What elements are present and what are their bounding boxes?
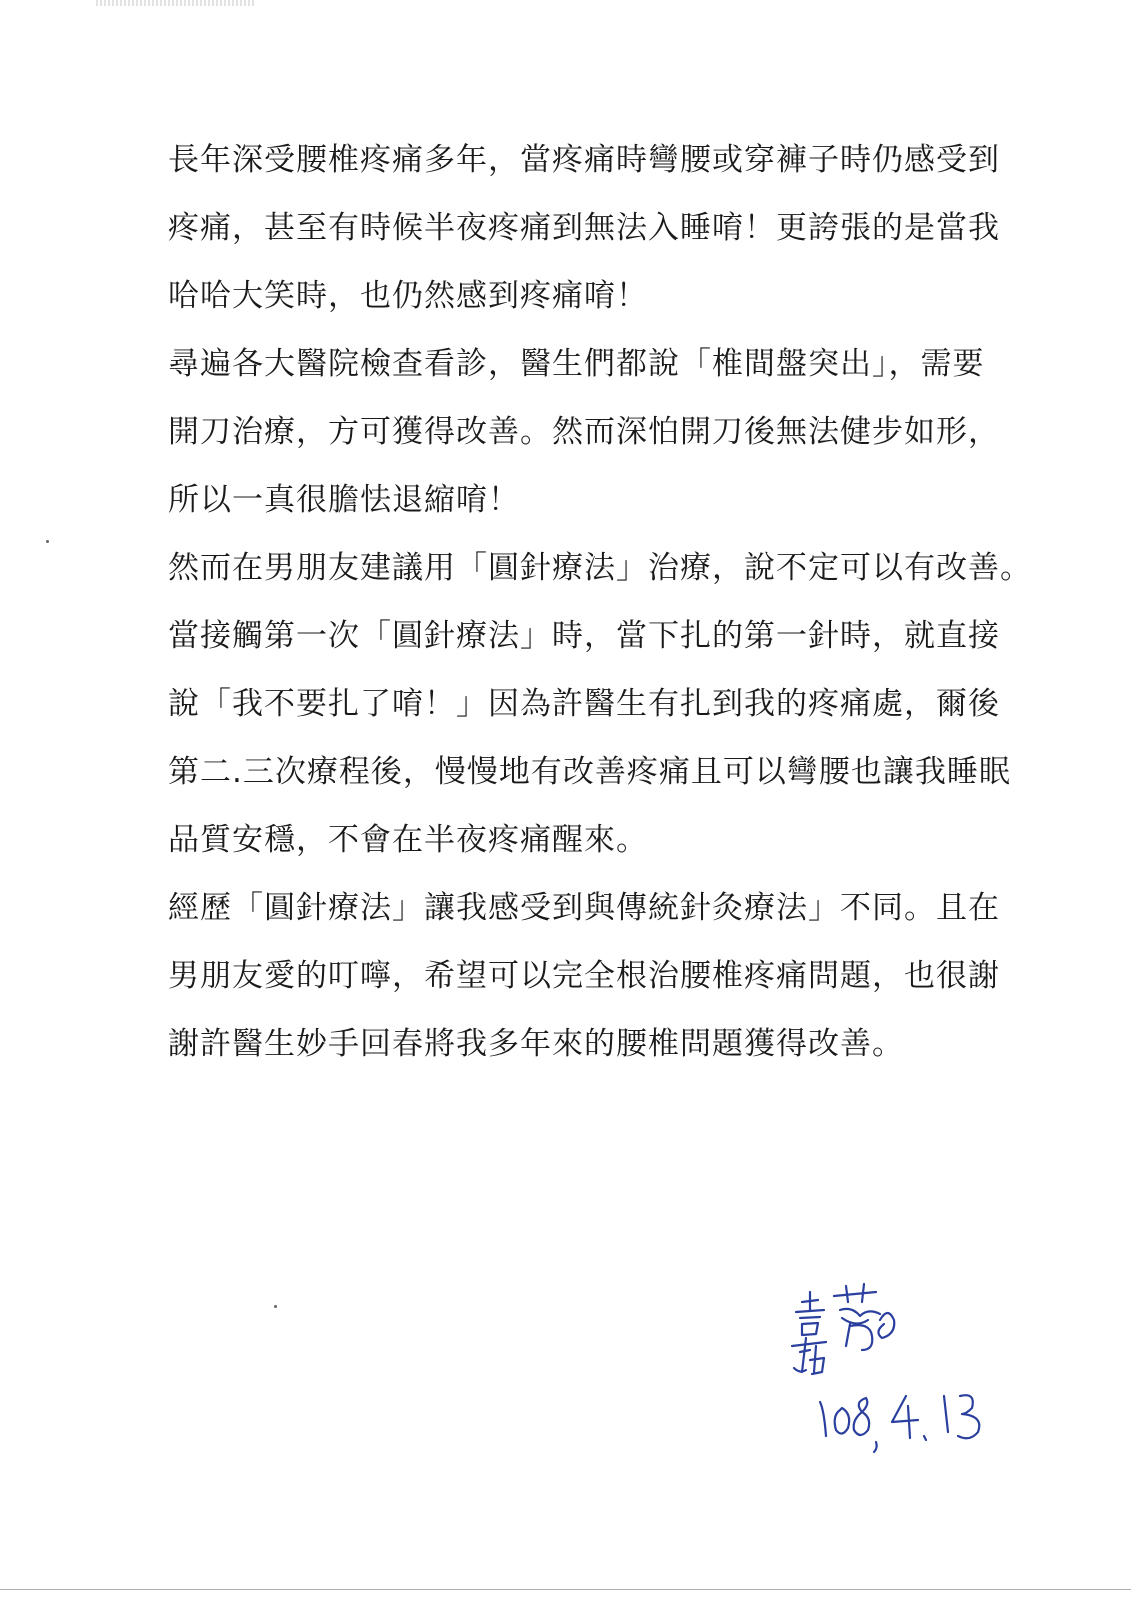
letter-line: 尋遍各大醫院檢查看診，醫生們都說「椎間盤突出」，需要 xyxy=(168,346,985,382)
letter-line: 第二.三次療程後，慢慢地有改善疼痛且可以彎腰也讓我睡眠 xyxy=(168,754,1011,790)
letter-line: 謝許醫生妙手回春將我多年來的腰椎問題獲得改善。 xyxy=(168,1026,904,1062)
handwritten-signature xyxy=(780,1280,1020,1470)
scan-speck xyxy=(274,1305,277,1308)
letter-line: 疼痛，甚至有時候半夜疼痛到無法入睡唷！更誇張的是當我 xyxy=(168,210,1000,246)
letter-line: 所以一真很膽怯退縮唷！ xyxy=(168,482,520,518)
letter-line: 哈哈大笑時，也仍然感到疼痛唷！ xyxy=(168,278,648,314)
scan-edge-artifact xyxy=(96,0,256,6)
letter-line: 品質安穩，不會在半夜疼痛醒來。 xyxy=(168,822,648,858)
letter-line: 開刀治療，方可獲得改善。然而深怕開刀後無法健步如形， xyxy=(168,414,1000,450)
scan-bottom-edge xyxy=(0,1589,1131,1590)
signature-drawing xyxy=(780,1280,1020,1470)
letter-line: 經歷「圓針療法」讓我感受到與傳統針灸療法」不同。且在 xyxy=(168,890,1000,926)
letter-line: 男朋友愛的叮嚀，希望可以完全根治腰椎疼痛問題，也很謝 xyxy=(168,958,1000,994)
letter-line: 長年深受腰椎疼痛多年，當疼痛時彎腰或穿褲子時仍感受到 xyxy=(168,142,1000,178)
letter-body xyxy=(168,138,1032,1090)
letter-line: 當接觸第一次「圓針療法」時，當下扎的第一針時，就直接 xyxy=(168,618,1000,654)
letter-line: 說「我不要扎了唷！」因為許醫生有扎到我的疼痛處，爾後 xyxy=(168,686,1000,722)
letter-line: 然而在男朋友建議用「圓針療法」治療，說不定可以有改善。 xyxy=(168,550,1032,586)
scan-speck xyxy=(46,540,49,543)
